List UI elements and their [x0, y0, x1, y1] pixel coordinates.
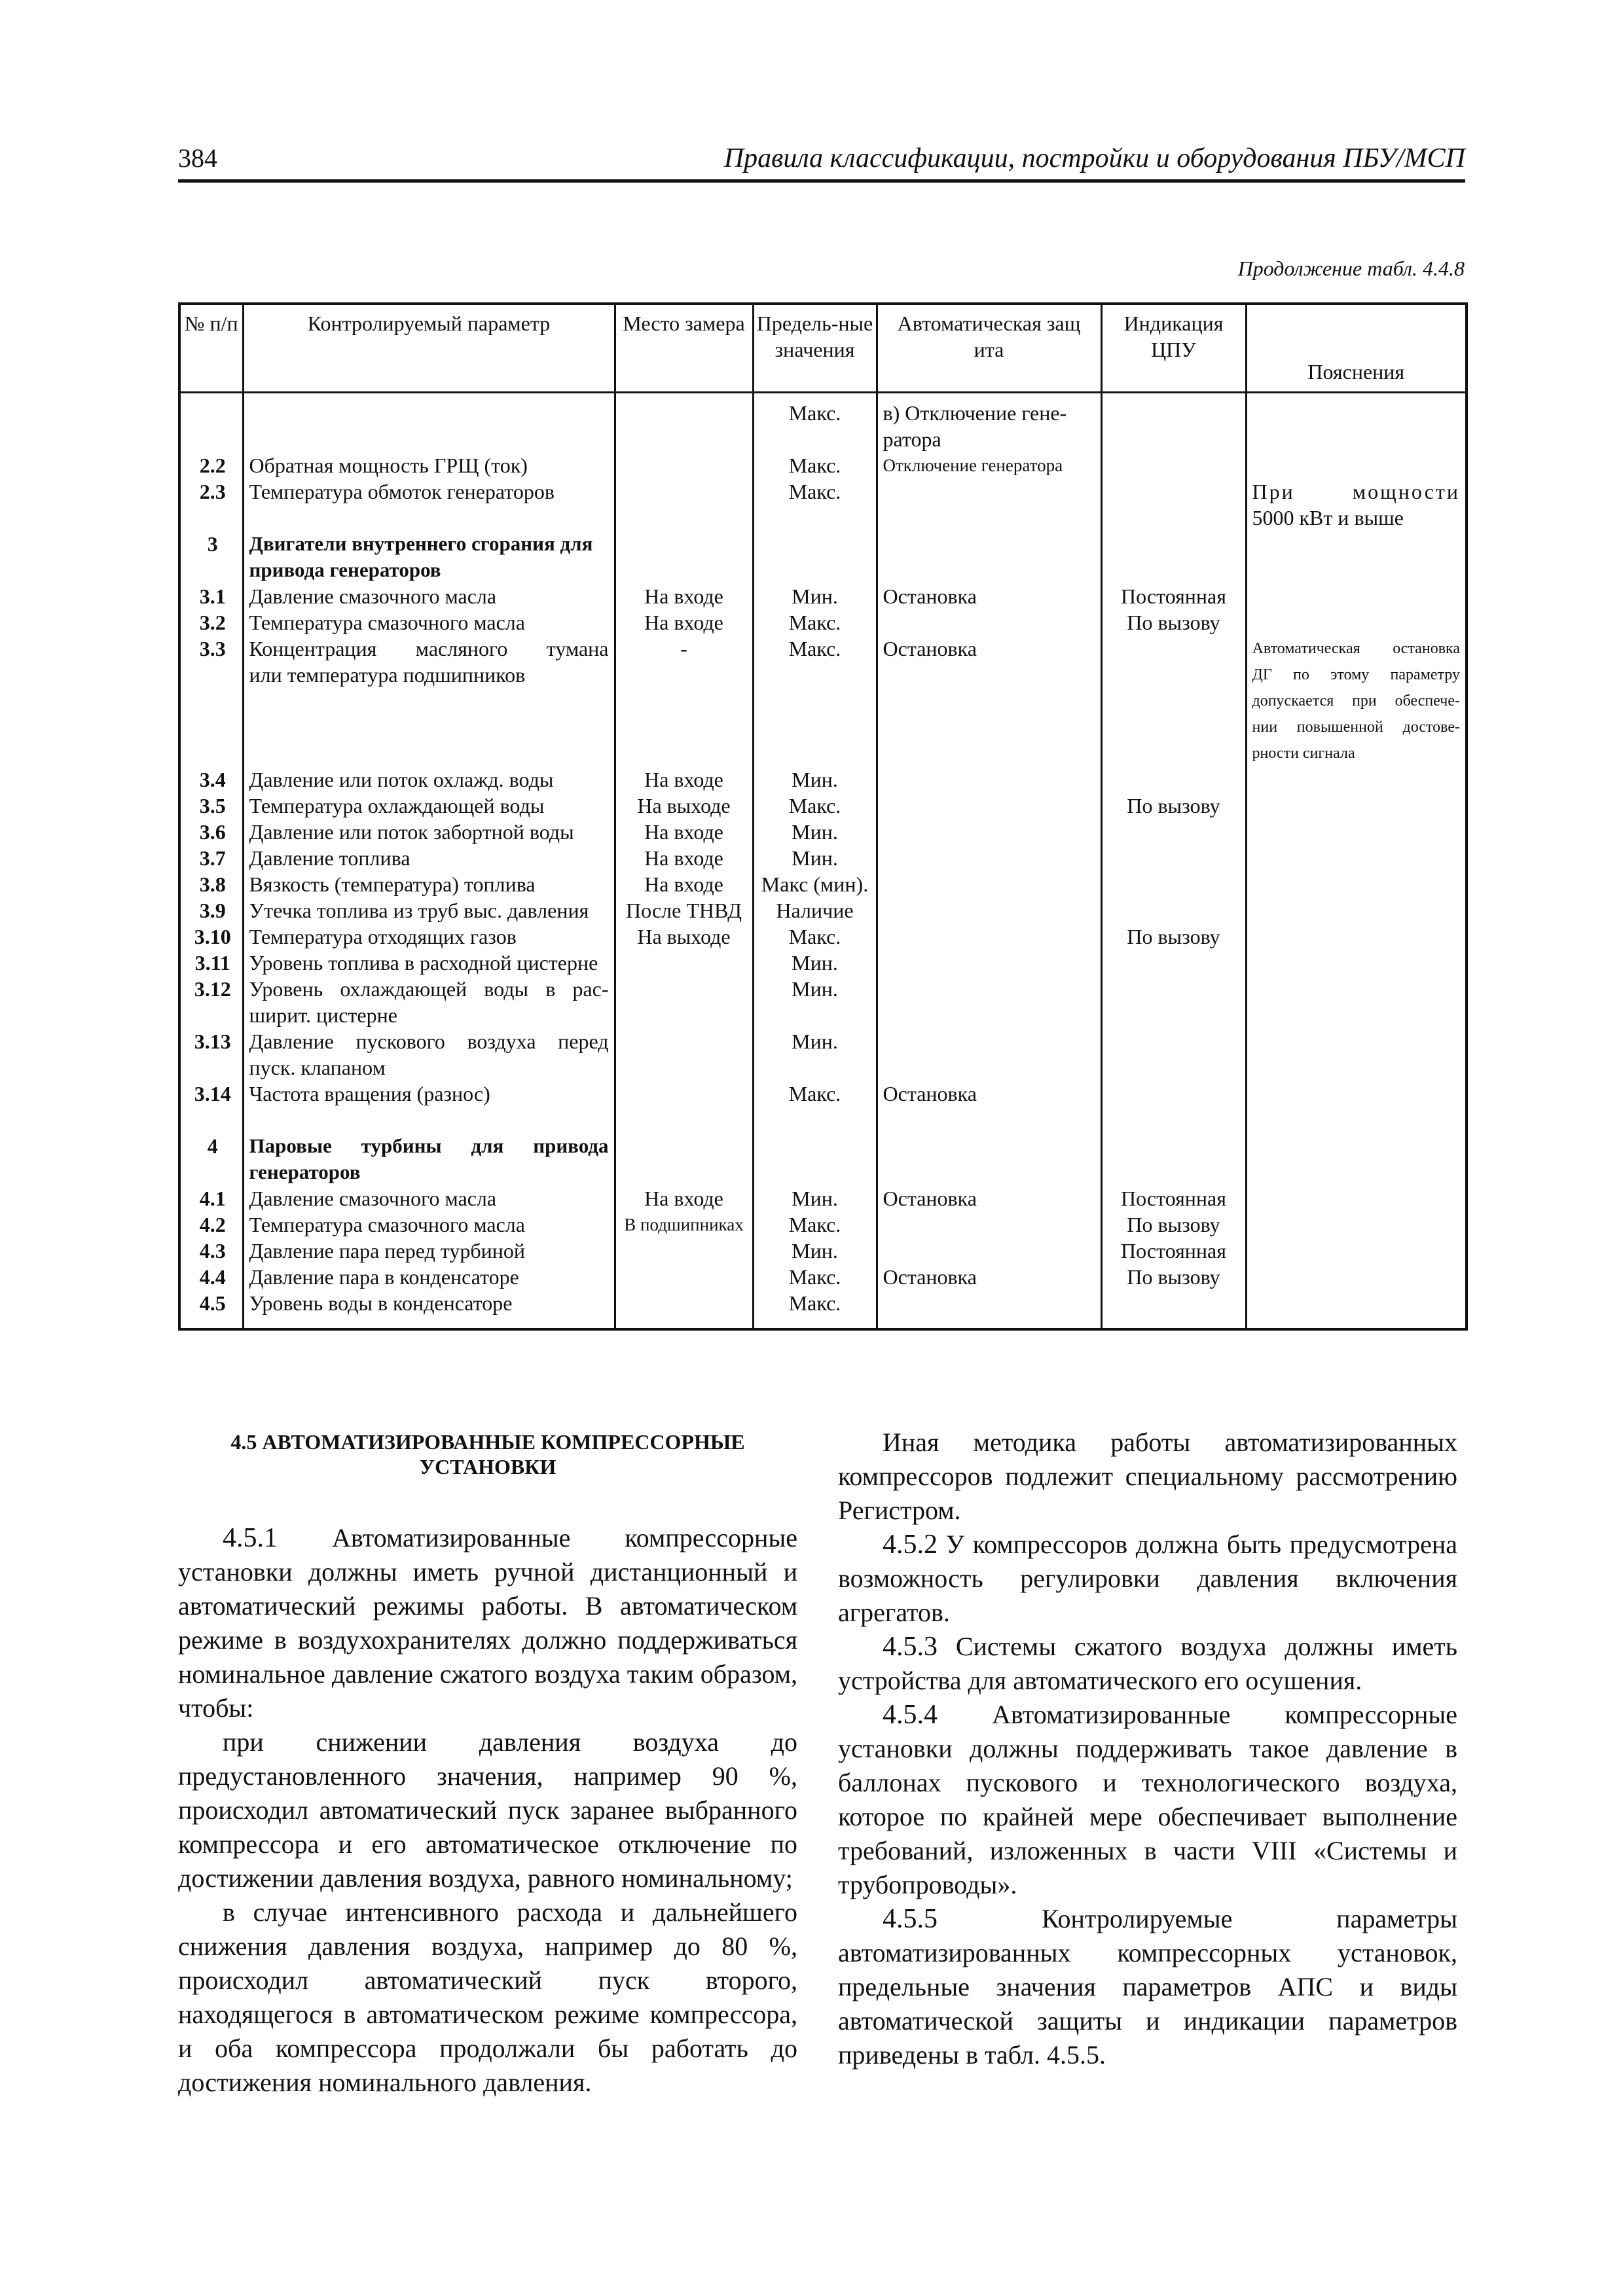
table-cell — [1108, 636, 1240, 662]
table-cell — [1108, 662, 1240, 688]
table-cell: Постоянная — [1121, 584, 1226, 608]
table-cell — [1252, 1264, 1461, 1290]
table-cell — [621, 1290, 747, 1316]
table-cell: Мин. — [792, 820, 838, 844]
table-header-row — [179, 304, 1467, 393]
column-location — [615, 393, 753, 1330]
table-cell — [1108, 897, 1240, 924]
table-cell — [759, 1133, 871, 1159]
table-cell — [883, 897, 1095, 924]
table-cell — [621, 1054, 747, 1081]
table-cell — [1252, 1081, 1461, 1107]
page-number: 384 — [178, 143, 217, 173]
table-cell: Макс. — [788, 794, 841, 817]
table-cell: По вызову — [1127, 925, 1220, 948]
clause-number-4-5-1: 4.5.1 — [223, 1523, 278, 1553]
table-cell — [1108, 426, 1240, 452]
column-limits — [753, 393, 877, 1330]
header-notes: Пояснения — [1246, 304, 1467, 393]
table-cell — [883, 1002, 1095, 1028]
table-cell — [883, 1054, 1095, 1081]
table-cell: Автоматическая остановка — [1252, 640, 1460, 657]
table-cell: 3.8 — [199, 872, 226, 896]
table-cell — [883, 714, 1095, 740]
table-cell: На входе — [644, 872, 723, 896]
table-cell — [1252, 793, 1461, 819]
header-num: № п/п — [179, 304, 243, 393]
column-notes — [1246, 393, 1467, 1330]
table-cell — [1252, 1211, 1461, 1238]
table-cell — [1252, 1159, 1461, 1185]
paragraph-4-5-1 — [178, 1521, 797, 1725]
table-cell: На выходе — [637, 794, 731, 817]
table-cell — [1108, 871, 1240, 897]
paragraph-4-5-4-text: Автоматизированные компрессорные установки должны поддерживать такое давление в баллонах пускового и технологического воздуха, которое по крайней мере обеспечивает выполнение требований, изложенных в части VIII «Системы и трубопроводы». — [838, 1700, 1457, 1899]
table-cell: 4.2 — [199, 1213, 226, 1236]
table-cell — [883, 793, 1095, 819]
table-cell — [883, 1028, 1095, 1054]
table-cell — [186, 1107, 240, 1133]
table-cell: Температура смазочного масла — [249, 611, 525, 634]
table-cell — [1252, 557, 1461, 583]
table-cell: На входе — [644, 1187, 723, 1210]
table-cell — [249, 505, 609, 531]
table-cell — [883, 924, 1095, 950]
table-cell — [883, 950, 1095, 976]
table-body-row — [179, 393, 1467, 1330]
table-cell — [759, 426, 871, 452]
table-cell — [1108, 1002, 1240, 1028]
table-cell — [186, 1054, 240, 1081]
table-cell: Двигатели внутреннего сгорания для — [249, 532, 593, 555]
table-cell — [186, 1159, 240, 1185]
table-cell — [621, 1264, 747, 1290]
table-cell: Давление или поток забортной воды — [249, 820, 574, 844]
table-cell — [249, 740, 609, 766]
table-cell — [759, 1054, 871, 1081]
table-cell: Паровые турбины для привода — [249, 1134, 609, 1157]
table-cell: ширит. цистерне — [249, 1003, 397, 1027]
table-cell: 3.13 — [194, 1030, 231, 1053]
section-heading-line2: УСТАНОВКИ — [419, 1455, 556, 1479]
table-cell — [759, 1159, 871, 1185]
table-cell — [1252, 1133, 1461, 1159]
table-cell: На выходе — [637, 925, 731, 948]
table-cell — [883, 976, 1095, 1002]
table-cell: 4.4 — [199, 1265, 226, 1289]
table-cell — [1252, 976, 1461, 1002]
table-cell: Остановка — [883, 637, 977, 660]
table-cell: - — [680, 637, 687, 660]
table-cell — [1252, 845, 1461, 871]
table-cell — [759, 1107, 871, 1133]
header-indication: Индикация ЦПУ — [1101, 304, 1246, 393]
table-cell: в) Отключение гене- — [883, 401, 1067, 425]
table-cell: рности сигнала — [1252, 745, 1355, 762]
table-cell: Макс. — [788, 401, 841, 425]
table-cell — [1252, 1290, 1461, 1316]
table-cell: Концентрация масляного тумана — [249, 637, 609, 660]
table-cell: После ТНВД — [626, 899, 742, 922]
table-cell: Макс (мин). — [761, 872, 869, 896]
table-cell — [1252, 766, 1461, 793]
table-cell: Давление пускового воздуха перед — [249, 1030, 609, 1053]
table-cell — [1108, 950, 1240, 976]
table-cell: Давление смазочного масла — [249, 1187, 497, 1210]
table-cell: ДГ по этому параметру — [1252, 666, 1460, 683]
table-cell: 3.10 — [194, 925, 231, 948]
table-cell: Макс. — [788, 454, 841, 477]
table-cell: Мин. — [792, 1239, 838, 1263]
table-cell: Макс. — [788, 1265, 841, 1289]
table-cell: На входе — [644, 768, 723, 791]
table-cell — [621, 557, 747, 583]
table-cell: Частота вращения (разнос) — [249, 1082, 490, 1105]
table-cell: На входе — [644, 611, 723, 634]
table-cell: Мин. — [792, 584, 838, 608]
table-cell — [1108, 478, 1240, 505]
table-cell — [883, 609, 1095, 636]
table-cell — [621, 1081, 747, 1107]
table-cell: Постоянная — [1121, 1239, 1226, 1263]
table-cell — [1252, 871, 1461, 897]
table-cell: Макс. — [788, 637, 841, 660]
table-cell — [883, 740, 1095, 766]
table-cell: Температура обмоток генераторов — [249, 480, 555, 503]
table-cell: 3 — [207, 532, 218, 556]
table-cell — [249, 400, 609, 426]
table-cell — [883, 531, 1095, 557]
table-cell — [883, 1107, 1095, 1133]
paragraph-other-method: Иная методика работы автоматизированных компрессоров подлежит специальному рассмотрению Регистром. — [838, 1427, 1457, 1525]
table-cell: 4.1 — [199, 1187, 226, 1210]
table-cell — [759, 714, 871, 740]
table-cell — [1108, 1054, 1240, 1081]
table-cell — [1252, 1002, 1461, 1028]
table-cell: 3.3 — [199, 637, 226, 660]
table-cell — [1108, 819, 1240, 845]
table-cell: привода генераторов — [249, 558, 441, 581]
table-cell — [1252, 1107, 1461, 1133]
table-cell — [1108, 1081, 1240, 1107]
table-cell — [621, 426, 747, 452]
table-cell: 4.5 — [199, 1291, 226, 1315]
column-protection — [877, 393, 1101, 1330]
header-limits: Предель-ные значения — [753, 304, 877, 393]
table-cell: При мощности — [1252, 480, 1460, 503]
table-cell — [186, 714, 240, 740]
table-cell — [883, 1211, 1095, 1238]
section-heading — [178, 1429, 797, 1479]
table-cell: Макс. — [788, 611, 841, 634]
table-cell — [1108, 976, 1240, 1002]
table-cell — [1252, 1054, 1461, 1081]
table-cell — [1252, 897, 1461, 924]
section-heading-line1: 4.5 АВТОМАТИЗИРОВАННЫЕ КОМПРЕССОРНЫЕ — [230, 1430, 745, 1454]
table-cell — [621, 400, 747, 426]
paragraph-4-5-2 — [838, 1528, 1457, 1630]
table-cell: Мин. — [792, 977, 838, 1001]
table-cell — [1108, 1159, 1240, 1185]
table-cell: На входе — [644, 584, 723, 608]
table-cell — [883, 1238, 1095, 1264]
table-cell — [1252, 583, 1461, 609]
table-cell: Давление или поток охлажд. воды — [249, 768, 554, 791]
running-title: Правила классификации, постройки и оборудования ПБУ/МСП — [723, 143, 1465, 173]
table-cell: Остановка — [883, 1187, 977, 1210]
table-cell — [1108, 1133, 1240, 1159]
clause-number-4-5-4: 4.5.4 — [883, 1700, 938, 1730]
table-cell — [186, 688, 240, 714]
table-cell — [621, 1028, 747, 1054]
table-cell — [759, 531, 871, 557]
header-location: Место замера — [615, 304, 753, 393]
table-cell: Температура смазочного масла — [249, 1213, 525, 1236]
table-cell: Уровень топлива в расходной цистерне — [249, 951, 598, 975]
table-cell: Макс. — [788, 480, 841, 503]
table-cell — [883, 1290, 1095, 1316]
table-cell: Вязкость (температура) топлива — [249, 872, 536, 896]
table-cell — [621, 505, 747, 531]
table-cell: По вызову — [1127, 794, 1220, 817]
table-cell — [1252, 452, 1461, 478]
table-cell: 4.3 — [199, 1239, 226, 1263]
table-cell: Утечка топлива из труб выс. давления — [249, 899, 589, 922]
table-cell: Мин. — [792, 1030, 838, 1053]
table-cell — [883, 845, 1095, 871]
table-cell — [1252, 531, 1461, 557]
table-cell: допускается при обеспече- — [1252, 692, 1460, 709]
table-cell: На входе — [644, 846, 723, 870]
table-cell — [621, 1107, 747, 1133]
table-cell — [621, 950, 747, 976]
table-cell — [249, 714, 609, 740]
table-cell — [1252, 426, 1461, 452]
table-cell — [1252, 1028, 1461, 1054]
table-cell — [1108, 400, 1240, 426]
table-cell: Мин. — [792, 768, 838, 791]
table-cell: Макс. — [788, 1082, 841, 1105]
table-cell — [759, 740, 871, 766]
paragraph-4-5-3-text: Системы сжатого воздуха должны иметь устройства для автоматического его осушения. — [838, 1632, 1457, 1695]
header-param: Контролируемый параметр — [243, 304, 615, 393]
table-cell: Постоянная — [1121, 1187, 1226, 1210]
table-cell — [883, 557, 1095, 583]
table-cell — [1108, 452, 1240, 478]
table-cell — [1108, 845, 1240, 871]
paragraph-4-5-1-item-a: при снижении давления воздуха до предустановленного значения, например 90 %, происходил автоматический пуск заранее выбранного компрессора и его автоматическое отключение по достижении давления воздуха, равного номинальному; — [178, 1727, 797, 1893]
table-cell — [759, 662, 871, 688]
table-cell — [883, 478, 1095, 505]
table-cell — [621, 714, 747, 740]
page-header — [178, 143, 1465, 183]
table-cell — [621, 740, 747, 766]
table-cell — [883, 688, 1095, 714]
table-cell — [186, 557, 240, 583]
table-cell — [621, 452, 747, 478]
table-cell — [1108, 505, 1240, 531]
clause-number-4-5-3: 4.5.3 — [883, 1632, 938, 1662]
table-cell — [759, 505, 871, 531]
clause-number-4-5-2: 4.5.2 — [883, 1530, 938, 1560]
table-cell: генераторов — [249, 1160, 361, 1183]
column-param — [243, 393, 615, 1330]
table-cell: Отключение генератора — [883, 456, 1063, 475]
table-cell — [621, 662, 747, 688]
table-cell: По вызову — [1127, 1265, 1220, 1289]
paragraph-4-5-2-text: У компрессоров должна быть предусмотрена возможность регулировки давления включения агрегатов. — [838, 1530, 1457, 1627]
table-cell — [1252, 1185, 1461, 1211]
table-cell — [883, 1133, 1095, 1159]
table-cell — [883, 505, 1095, 531]
table-cell — [1252, 950, 1461, 976]
table-cell: Мин. — [792, 951, 838, 975]
table-cell: По вызову — [1127, 1213, 1220, 1236]
table-cell: или температура подшипников — [249, 663, 526, 687]
text-column-left — [178, 1426, 797, 2100]
column-num — [179, 393, 243, 1330]
table-cell — [249, 1107, 609, 1133]
table-cell: Температура охлаждающей воды — [249, 794, 545, 817]
table-cell: 3.14 — [194, 1082, 231, 1105]
table-cell: На входе — [644, 820, 723, 844]
paragraph-4-5-5-text-a: Контролируемые параметры автоматизированных компрессорных установок, предельные значения параметров АПС — [838, 1904, 1457, 2001]
table-cell — [1252, 819, 1461, 845]
text-column-right — [838, 1426, 1457, 2072]
table-cell — [1252, 1238, 1461, 1264]
table-cell — [621, 976, 747, 1002]
table-cell — [621, 688, 747, 714]
table-cell: 3.11 — [194, 951, 230, 975]
table-cell: пуск. клапаном — [249, 1056, 386, 1079]
table-cell — [1108, 1028, 1240, 1054]
table-cell: Остановка — [883, 1082, 977, 1105]
clause-number-4-5-5: 4.5.5 — [883, 1904, 938, 1934]
table-cell: По вызову — [1127, 611, 1220, 634]
table-cell — [1252, 400, 1461, 426]
table-cell: нии повышенной достове- — [1252, 719, 1460, 736]
table-cell: 3.6 — [199, 820, 226, 844]
table-cell: Давление топлива — [249, 846, 410, 870]
paragraph-4-5-1-text: Автоматизированные компрессорные установки должны иметь ручной дистанционный и автоматический режимы работы. В автоматическом режиме в воздухохранителях должно поддерживаться номинальное давление сжатого воздуха таким образом, чтобы: — [178, 1523, 797, 1723]
table-cell: Температура отходящих газов — [249, 925, 517, 948]
table-cell — [883, 1159, 1095, 1185]
table-cell — [759, 1002, 871, 1028]
table-cell — [1252, 924, 1461, 950]
table-cell: Наличие — [776, 899, 854, 922]
table-cell — [186, 740, 240, 766]
table-cell: Давление пара перед турбиной — [249, 1239, 525, 1263]
column-indication — [1101, 393, 1246, 1330]
table-cell — [1108, 1290, 1240, 1316]
table-cell: В подшипниках — [624, 1215, 744, 1234]
table-continuation-label: Продолжение табл. 4.4.8 — [1237, 257, 1465, 280]
table-cell — [883, 871, 1095, 897]
table-cell — [621, 531, 747, 557]
table-cell — [1108, 557, 1240, 583]
table-cell: 3.1 — [199, 584, 226, 608]
table-cell — [1108, 766, 1240, 793]
paragraph-4-5-5 — [838, 1902, 1457, 2072]
table-cell — [1108, 740, 1240, 766]
table-cell — [1108, 714, 1240, 740]
table-cell — [1252, 609, 1461, 636]
table-cell — [249, 688, 609, 714]
paragraph-4-5-4 — [838, 1698, 1457, 1902]
table-cell — [1108, 531, 1240, 557]
table-cell: ратора — [883, 427, 941, 451]
table-cell — [621, 1002, 747, 1028]
table-cell: 2.3 — [199, 480, 226, 503]
table-cell: 3.5 — [199, 794, 226, 817]
table-cell — [1108, 1107, 1240, 1133]
table-cell — [759, 688, 871, 714]
table-cell: 2.2 — [199, 454, 226, 477]
table-cell: 3.2 — [199, 611, 226, 634]
table-cell — [1108, 688, 1240, 714]
paragraph-4-5-1-item-b: в случае интенсивного расхода и дальнейшего снижения давления воздуха, например до 80 %, происходил автоматический пуск второго, находящегося в автоматическом режиме компрессора, и оба компрессора продолжали бы работать до достижения номинального давления. — [178, 1897, 797, 2097]
table-cell: 3.9 — [199, 899, 226, 922]
table-cell: Обратная мощность ГРЩ (ток) — [249, 454, 528, 477]
table-cell: Макс. — [788, 925, 841, 948]
paragraph-4-5-3 — [838, 1630, 1457, 1698]
table-cell — [883, 819, 1095, 845]
table-cell — [186, 662, 240, 688]
table-cell — [621, 1238, 747, 1264]
table-cell — [883, 662, 1095, 688]
paragraph-4-5-5-text-b: и виды автоматической защиты и индикации параметров приведены в табл. 4.5.5. — [838, 1972, 1457, 2070]
table-cell — [883, 766, 1095, 793]
table-cell: Уровень охлаждающей воды в рас- — [249, 977, 609, 1001]
table-cell: 3.7 — [199, 846, 226, 870]
table-cell: 3.4 — [199, 768, 226, 791]
header-protection: Автоматическая защ ита — [877, 304, 1101, 393]
table-cell: Уровень воды в конденсаторе — [249, 1291, 513, 1315]
table-cell: Мин. — [792, 846, 838, 870]
table-cell: 4 — [207, 1134, 218, 1158]
table-cell — [621, 1159, 747, 1185]
table-cell — [186, 505, 240, 531]
parameters-table — [178, 302, 1468, 1331]
table-cell — [621, 1133, 747, 1159]
table-cell: Макс. — [788, 1291, 841, 1315]
table-cell: Остановка — [883, 1265, 977, 1289]
table-cell — [186, 1002, 240, 1028]
table-cell: 3.12 — [194, 977, 231, 1001]
table-cell — [186, 400, 240, 426]
table-cell: Остановка — [883, 584, 977, 608]
table-cell — [249, 426, 609, 452]
table-cell — [759, 557, 871, 583]
table-cell: Давление смазочного масла — [249, 584, 497, 608]
table-cell — [186, 426, 240, 452]
table-cell: Мин. — [792, 1187, 838, 1210]
table-cell: Макс. — [788, 1213, 841, 1236]
table-cell: 5000 кВт и выше — [1252, 506, 1404, 529]
table-cell: Давление пара в конденсаторе — [249, 1265, 519, 1289]
table-cell — [621, 478, 747, 505]
